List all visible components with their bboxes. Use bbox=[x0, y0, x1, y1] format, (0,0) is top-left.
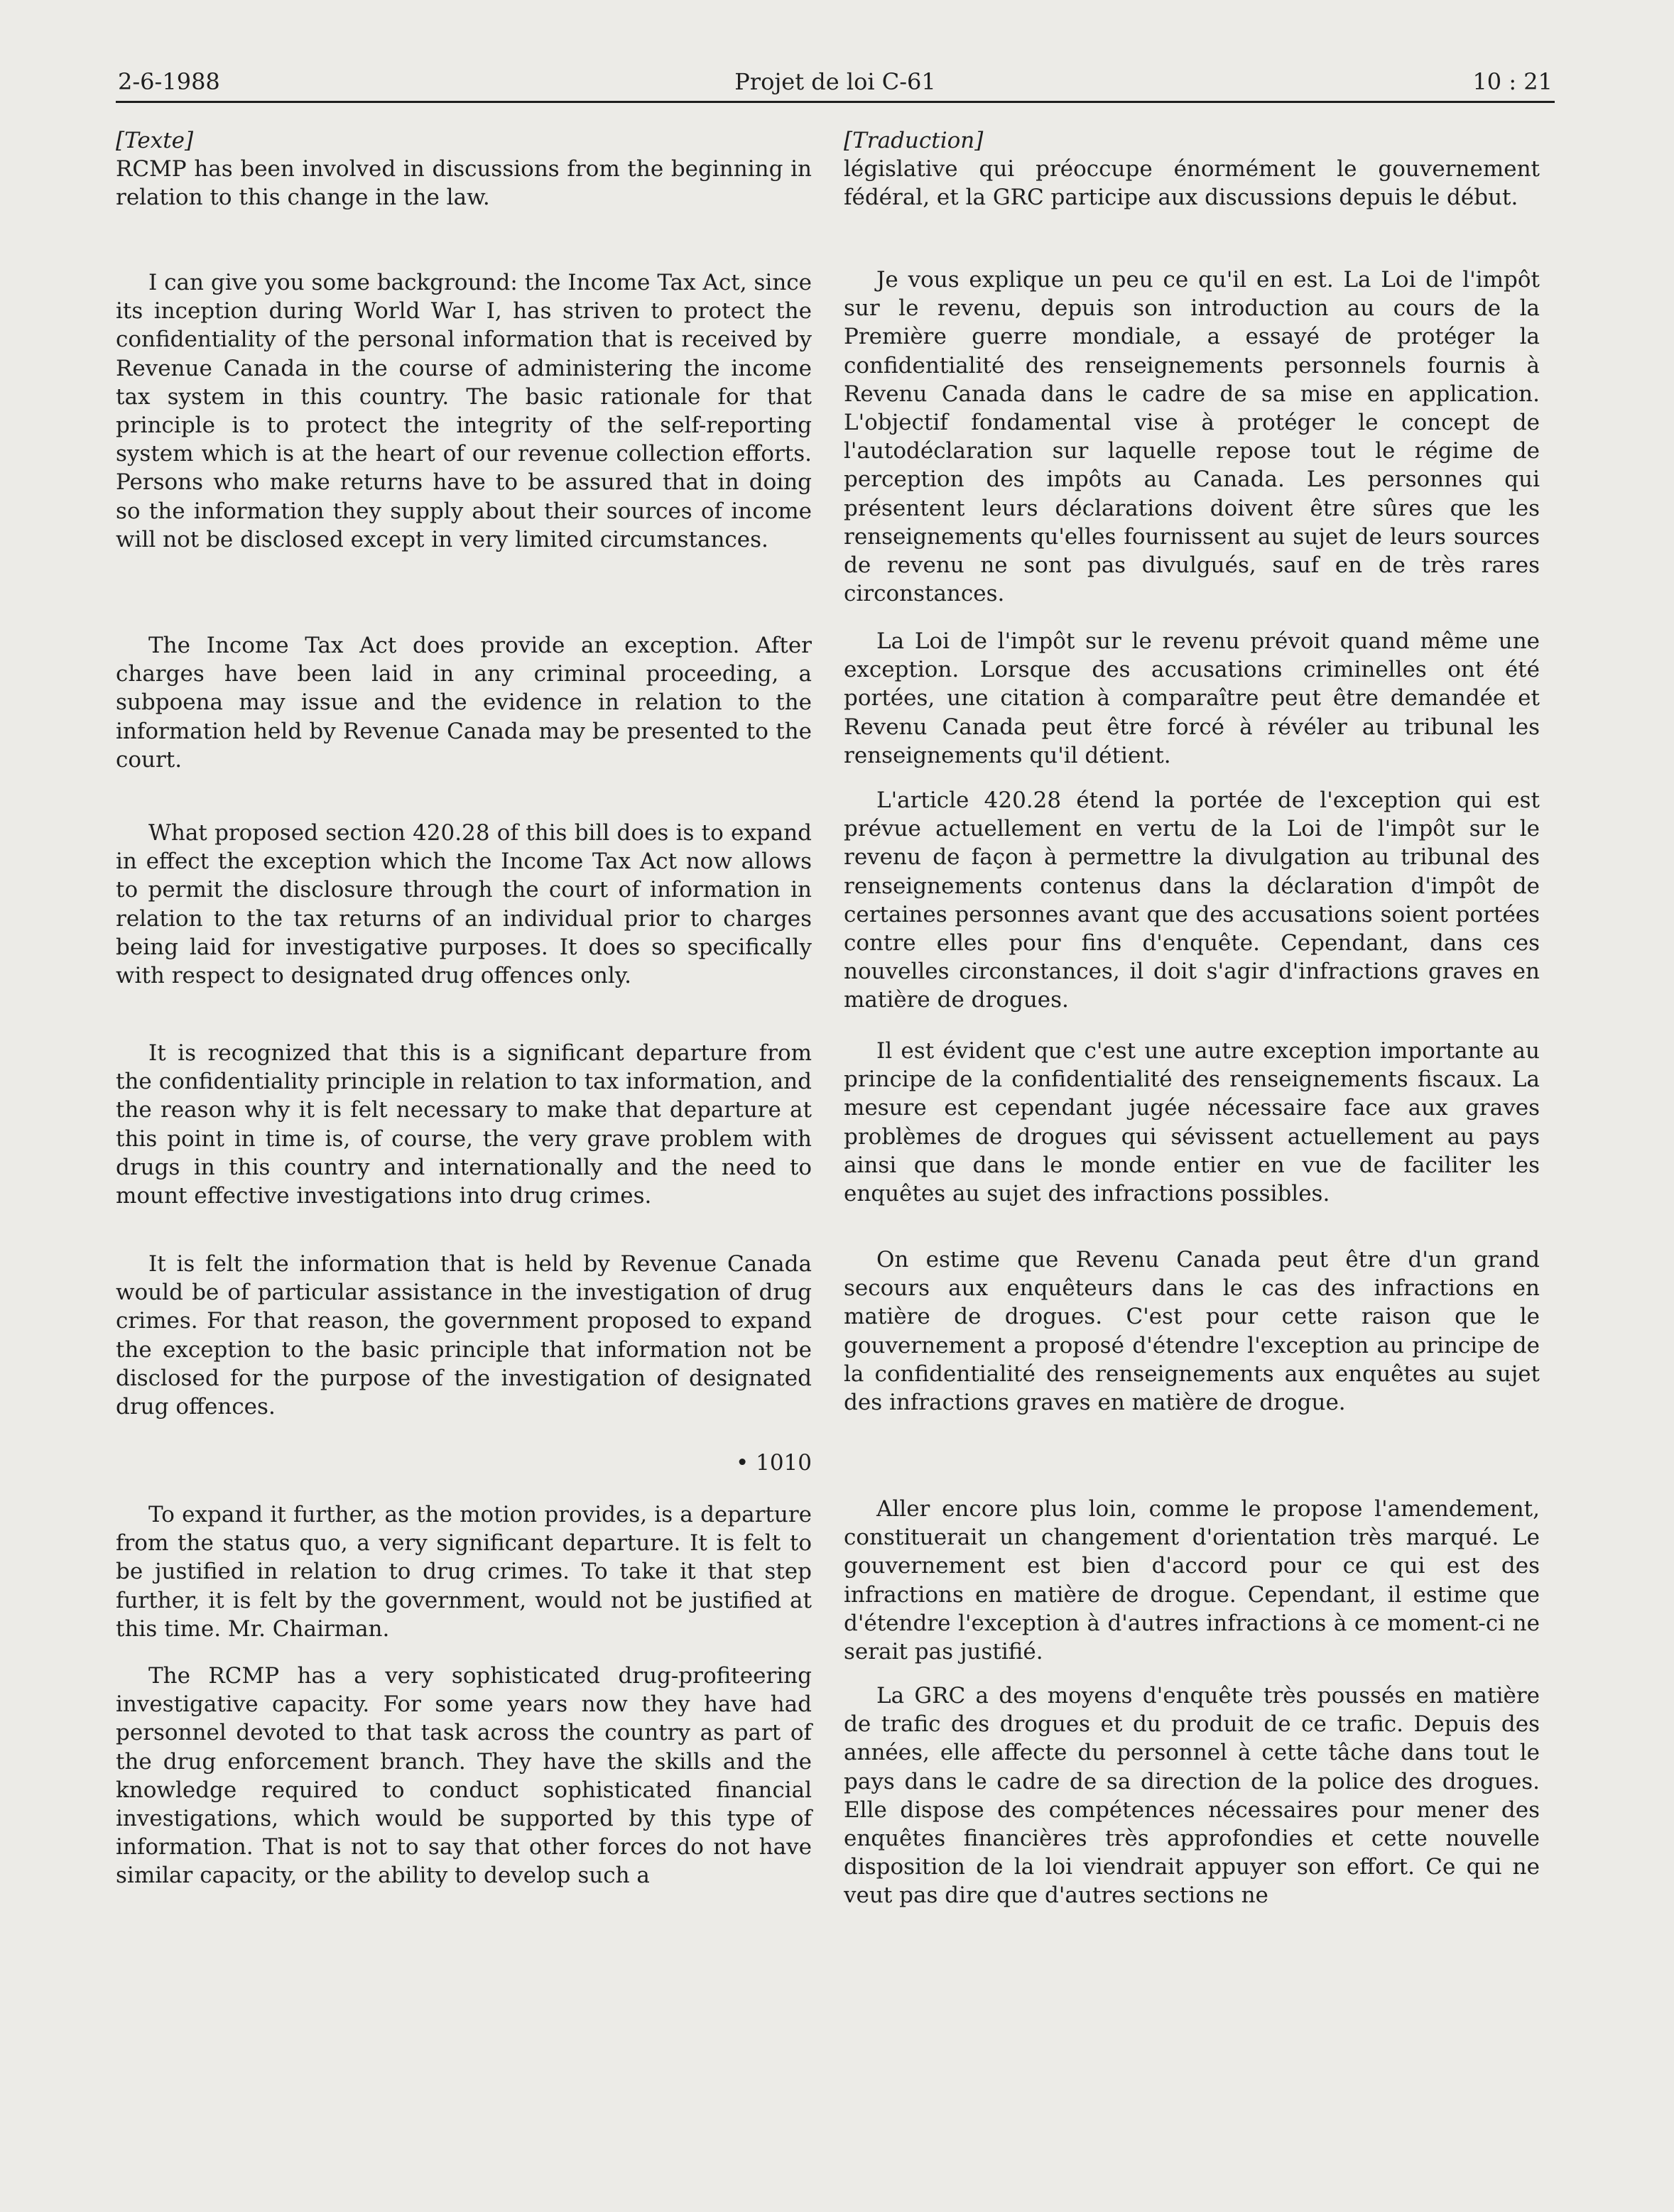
fr-paragraph-4-block bbox=[844, 786, 1540, 1015]
en-paragraph-4-block bbox=[116, 819, 812, 990]
fr-paragraph-2-block bbox=[844, 266, 1540, 608]
en-paragraph-3-block bbox=[116, 631, 812, 774]
fr-paragraph-6: On estime que Revenu Canada peut être d'un grand secours aux enquêteurs dans le cas des infractions en matière de drogues. C'est pour cette raison que le gouvernement a proposé d'étendre l'exception au principe de la confidentialité des renseignements aux enquêtes au sujet des infractions graves en matière de drogue. bbox=[844, 1247, 1540, 1416]
header-page-ref: 10 : 21 bbox=[1472, 68, 1553, 95]
en-paragraph-7: To expand it further, as the motion provides, is a departure from the status quo, a very significant departure. It is felt to be justified in relation to drug crimes. To take it that step further, it is felt by the government, would not be justified at this time. Mr. Chairman. bbox=[116, 1502, 812, 1642]
fr-paragraph-8-block bbox=[844, 1682, 1540, 1910]
en-paragraph-6: It is felt the information that is held by Revenue Canada would be of particular assistance in the investigation of drug crimes. For that reason, the government proposed to expand the exception to the basic principle that information not be disclosed for the purpose of the investigation of designated drug offences. bbox=[116, 1251, 812, 1420]
language-label: [Texte] bbox=[116, 128, 194, 153]
time-stamp: • 1010 bbox=[735, 1450, 812, 1476]
fr-paragraph-5-block bbox=[844, 1037, 1540, 1208]
page-header bbox=[118, 68, 1553, 101]
en-paragraph-6-block bbox=[116, 1250, 812, 1421]
en-paragraph-8-block bbox=[116, 1662, 812, 1890]
french-column bbox=[844, 126, 1540, 1909]
fr-paragraph-5: Il est évident que c'est une autre exception importante au principe de la confidentialité des renseignements fiscaux. La mesure est cependant jugée nécessaire face aux graves problèmes de drogues qui sévissent actuellement au pays ainsi que dans le monde entier en vue de faciliter les enquêtes au sujet des infractions possibles. bbox=[844, 1038, 1540, 1207]
fr-paragraph-7-block bbox=[844, 1495, 1540, 1666]
en-paragraph-2: I can give you some background: the Income Tax Act, since its inception during World War I, has striven to protect the confidentiality of the personal information that is received by Revenue Canada in the course of administering the income tax system in this country. The basic rationale for that principle is to protect the integrity of the self-reporting system which is at the heart of our revenue collection efforts. Persons who make returns have to be assured that in doing so the information they supply about their sources of income will not be disclosed except in very limited circumstances. bbox=[116, 270, 812, 552]
fr-paragraph-1-block bbox=[844, 155, 1540, 212]
header-title: Projet de loi C-61 bbox=[734, 68, 936, 95]
en-paragraph-3: The Income Tax Act does provide an exception. After charges have been laid in any criminal proceeding, a subpoena may issue and the evidence in relation to the information held by Revenue Canada may be presented to the court. bbox=[116, 633, 812, 773]
fr-paragraph-4: L'article 420.28 étend la portée de l'exception qui est prévue actuellement en vertu de la Loi de l'impôt sur le revenu de façon à permettre la divulgation au tribunal des renseignements contenus dans la déclaration d'impôt de certaines personnes avant que des accusations soient portées contre elles pour fins d'enquête. Cependant, dans ces nouvelles circonstances, il doit s'agir d'infractions graves en matière de drogues. bbox=[844, 788, 1540, 1013]
en-paragraph-5: It is recognized that this is a significant departure from the confidentiality principle in relation to tax information, and the reason why it is felt necessary to make that departure at this point in time is, of course, the very grave problem with drugs in this country and internationally and the need to mount effective investigations into drug crimes. bbox=[116, 1040, 812, 1209]
fr-paragraph-8: La GRC a des moyens d'enquête très poussés en matière de trafic des drogues et du produit de ce trafic. Depuis des années, elle affecte du personnel à cette tâche dans tout le pays dans le cadre de sa direction de la police des drogues. Elle dispose des compétences nécessaires pour mener des enquêtes financières très approfondies et cette nouvelle disposition de la loi viendrait appuyer son effort. Ce qui ne veut pas dire que d'autres sections ne bbox=[844, 1683, 1540, 1909]
en-time-stamp-block bbox=[116, 1449, 812, 1477]
fr-paragraph-6-block bbox=[844, 1246, 1540, 1417]
en-paragraph-7-block bbox=[116, 1500, 812, 1643]
en-paragraph-1: RCMP has been involved in discussions from the beginning in relation to this change in the law. bbox=[116, 156, 812, 211]
english-column bbox=[116, 126, 812, 1889]
language-label: [Traduction] bbox=[844, 128, 984, 153]
en-paragraph-8: The RCMP has a very sophisticated drug-profiteering investigative capacity. For some years now they have had personnel devoted to that task across the country as part of the drug enforcement branch. They have the skills and the knowledge required to conduct sophisticated financial investigations, which would be supported by this type of information. That is not to say that other forces do not have similar capacity, or the ability to develop such a bbox=[116, 1663, 812, 1889]
header-rule bbox=[116, 101, 1555, 103]
fr-paragraph-2: Je vous explique un peu ce qu'il en est. La Loi de l'impôt sur le revenu, depuis son introduction au cours de la Première guerre mondiale, a essayé de protéger la confidentialité des renseignements personnels fournis à Revenu Canada dans le cadre de sa mise en application. L'objectif fondamental vise à protéger le concept de l'autodéclaration sur laquelle repose tout le régime de perception des impôts au Canada. Les personnes qui présentent leurs déclarations doivent être sûres que les renseignements qu'elles fournissent au sujet de leurs sources de revenu ne sont pas divulgués, sauf en de très rares circonstances. bbox=[844, 267, 1540, 607]
en-paragraph-4: What proposed section 420.28 of this bill does is to expand in effect the exception which the Income Tax Act now allows to permit the disclosure through the court of information in relation to the tax returns of an individual prior to charges being laid for investigative purposes. It does so specifically with respect to designated drug offences only. bbox=[116, 820, 812, 989]
fr-paragraph-1: législative qui préoccupe énormément le gouvernement fédéral, et la GRC participe aux discussions depuis le début. bbox=[844, 156, 1540, 211]
header-date: 2-6-1988 bbox=[118, 68, 220, 95]
en-paragraph-1-block bbox=[116, 155, 812, 212]
fr-paragraph-7: Aller encore plus loin, comme le propose l'amendement, constituerait un changement d'orientation très marqué. Le gouvernement est bien d'accord pour ce qui est des infractions en matière de drogue. Cependant, il estime que d'étendre l'exception à d'autres infractions à ce moment-ci ne serait pas justifié. bbox=[844, 1496, 1540, 1665]
en-paragraph-2-block bbox=[116, 268, 812, 554]
en-paragraph-5-block bbox=[116, 1039, 812, 1210]
fr-paragraph-3-block bbox=[844, 627, 1540, 770]
fr-paragraph-3: La Loi de l'impôt sur le revenu prévoit quand même une exception. Lorsque des accusations criminelles ont été portées, une citation à comparaître peut être demandée et Revenu Canada peut être forcé à révéler au tribunal les renseignements qu'il détient. bbox=[844, 628, 1540, 768]
